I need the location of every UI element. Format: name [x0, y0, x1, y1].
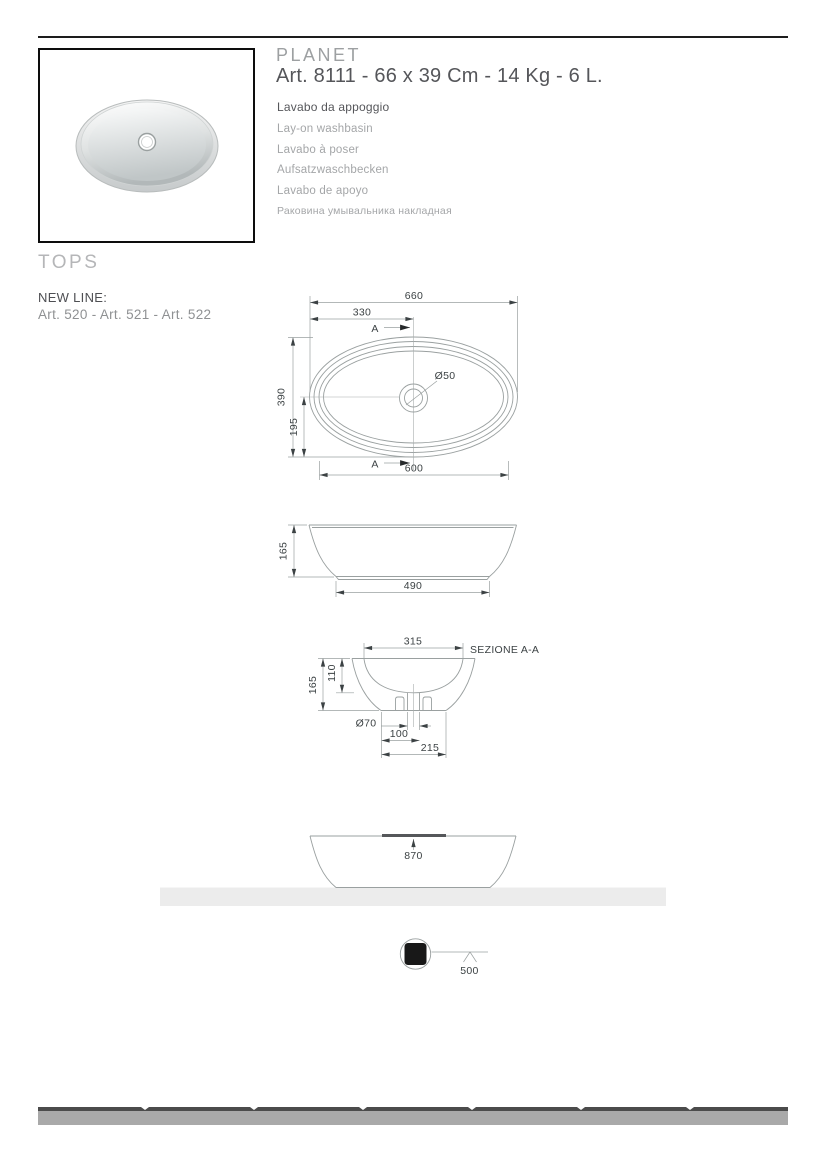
dim-drain-height: 500 — [460, 965, 479, 977]
washbasin-photo — [40, 50, 253, 241]
dim-side-height: 165 — [277, 541, 290, 561]
new-line-articles: Art. 520 - Art. 521 - Art. 522 — [38, 307, 212, 322]
dim-base-width: 600 — [404, 462, 424, 475]
dim-height-total: 390 — [275, 387, 288, 407]
top-rule — [38, 36, 788, 38]
dim-rim-height: 870 — [404, 850, 423, 862]
dim-drain-offset: 100 — [389, 728, 409, 740]
section-marker-bottom: A — [371, 458, 379, 471]
description-fr: Lavabo à poser — [277, 143, 360, 156]
drain-hole — [139, 134, 156, 151]
section-marker-top: A — [371, 323, 379, 335]
dim-inner-depth: 110 — [326, 664, 338, 682]
description-es: Lavabo de apoyo — [277, 184, 369, 197]
dim-section-base: 215 — [420, 742, 440, 754]
dim-height-half: 195 — [288, 417, 300, 437]
top-view-drawing — [276, 290, 518, 480]
dim-section-height: 165 — [307, 675, 319, 695]
dim-drain-pipe: Ø70 — [355, 717, 377, 730]
new-line-label: NEW LINE: — [38, 290, 108, 305]
product-photo-box — [38, 48, 255, 243]
footer-notch — [686, 1107, 694, 1110]
description-list — [277, 100, 452, 226]
dim-width-half: 330 — [352, 306, 372, 319]
description-ru: Раковина умывальника накладная — [277, 205, 452, 217]
description-de: Aufsatzwaschbecken — [277, 164, 389, 176]
footer-notch — [359, 1107, 367, 1110]
footer-bar — [38, 1107, 788, 1125]
article-subtitle: Art. 8111 - 66 x 39 Cm - 14 Kg - 6 L. — [276, 65, 603, 87]
dim-drain-diameter: Ø50 — [434, 370, 456, 382]
dim-width-total: 660 — [404, 290, 424, 302]
section-label: SEZIONE A-A — [470, 644, 540, 656]
footer-notch — [577, 1107, 585, 1110]
series-title: TOPS — [38, 252, 100, 273]
drain-detail-drawing — [400, 939, 488, 977]
installation-view-drawing — [160, 836, 666, 907]
description-en: Lay-on washbasin — [277, 123, 373, 135]
page-title: PLANET — [276, 45, 362, 65]
footer-notch — [250, 1107, 258, 1110]
countertop-band — [160, 888, 666, 907]
description-it: Lavabo da appoggio — [277, 100, 390, 114]
technical-drawings — [0, 280, 826, 1000]
footer-gray-strip — [38, 1111, 788, 1125]
side-view-drawing — [278, 525, 517, 597]
dim-inner-width: 315 — [403, 635, 423, 648]
drain-outlet-square — [405, 943, 427, 965]
section-view-drawing — [307, 636, 539, 759]
dim-side-base: 490 — [403, 580, 423, 592]
footer-notch — [141, 1107, 149, 1110]
footer-notch — [468, 1107, 476, 1110]
